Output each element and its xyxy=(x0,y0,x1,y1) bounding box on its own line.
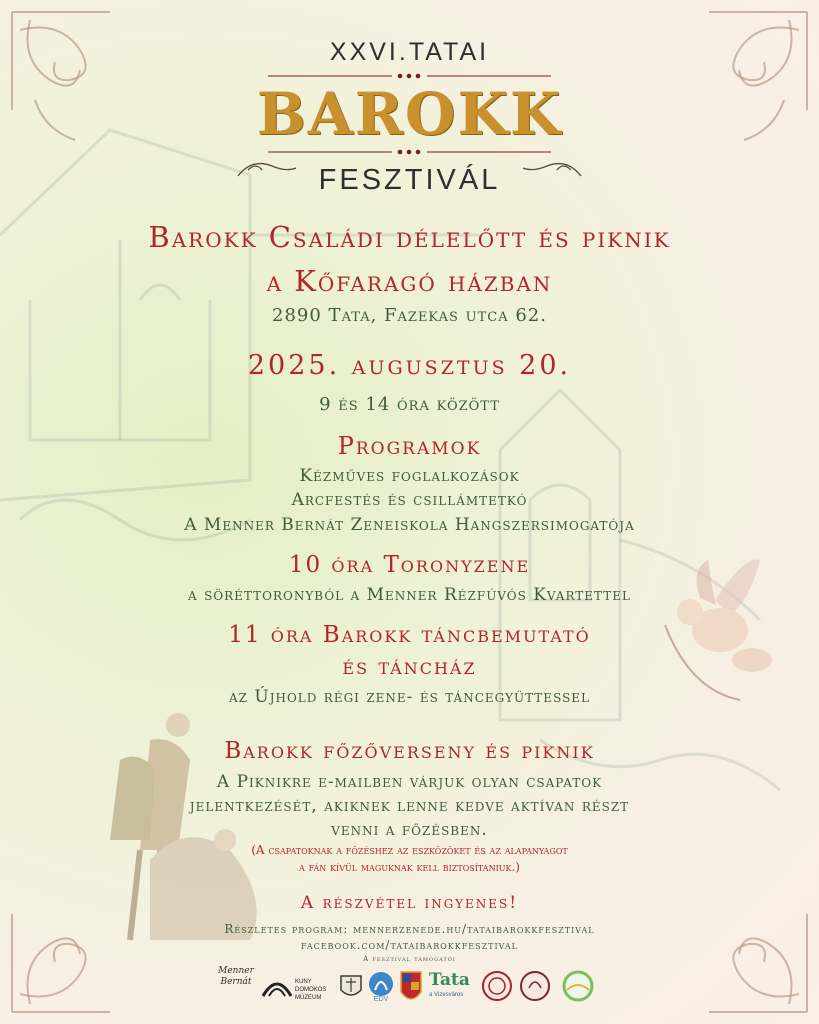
shield-logo-icon xyxy=(337,966,365,1008)
edu-logo-label: EDV xyxy=(373,996,389,1003)
cooking-text-line1: A Piknikre e-mailben várjuk olyan csapatok xyxy=(216,772,603,792)
event-time: 9 és 14 óra között xyxy=(319,394,500,415)
round-seal-icon-2 xyxy=(519,966,551,1008)
event-title-line2: a Kőfaragó házban xyxy=(266,264,553,298)
coat-of-arms-icon xyxy=(397,966,425,1008)
program-item: Kézműves foglalkozások xyxy=(299,466,520,486)
tata-logo-label: Tata xyxy=(429,970,470,990)
programs-heading: Programok xyxy=(337,432,482,460)
festival-title: BAROKK xyxy=(256,80,563,148)
cooking-note-line2: a fán kívül maguknak kell biztosítaniuk.) xyxy=(299,860,520,874)
program-item: Arcfestés és csillámtetkó xyxy=(291,490,528,510)
free-entry: A részvétel ingyenes! xyxy=(300,893,519,913)
cooking-text-line2: jelentkezését, akiknek lenne kedve aktívan részt xyxy=(189,796,630,816)
event-date: 2025. augusztus 20. xyxy=(247,350,572,381)
festival-edition: XXVI.TATAI xyxy=(329,38,490,66)
program-link[interactable]: Részletes program: mennerzenede.hu/tataibarokkfesztival xyxy=(224,922,595,936)
cooking-note-line1: (A csapatoknak a főzéshez az eszközöket és az alapanyagot xyxy=(251,843,568,857)
dance-desc: az Újhold régi zene- és táncegyüttessel xyxy=(228,687,591,707)
cooking-heading: Barokk főzőverseny és piknik xyxy=(224,738,595,764)
facebook-link[interactable]: facebook.com/tataibarokkfesztival xyxy=(301,938,518,952)
round-seal-icon xyxy=(481,966,513,1008)
festival-subtitle: FESZTIVÁL xyxy=(318,164,501,196)
dance-heading-line1: 11 óra Barokk táncbemutató xyxy=(228,622,591,648)
tower-heading: 10 óra Toronyzene xyxy=(288,552,531,578)
kuny-logo-icon xyxy=(261,966,293,1008)
dance-heading-line2: és táncház xyxy=(342,654,477,680)
tower-desc: a söréttoronyból a Menner Rézfúvós Kvartettel xyxy=(188,585,631,605)
event-address: 2890 Tata, Fazekas utca 62. xyxy=(272,305,547,326)
sponsor-logos xyxy=(215,966,605,1012)
tata-logo-sub: a Vizesváros xyxy=(429,992,464,998)
kuny-museum-label: KUNY DOMOKOS MÚZEUM xyxy=(295,979,327,1001)
event-title-line1: Barokk Családi délelőtt és piknik xyxy=(148,220,671,254)
supporters-label: A fesztivál támogatói xyxy=(363,955,456,963)
green-circle-logo-icon xyxy=(559,966,597,1008)
menner-logo: Menner Bernát xyxy=(218,966,254,987)
cooking-text-line3: venni a főzésben. xyxy=(331,820,488,840)
program-item: A Menner Bernát Zeneiskola Hangszersimogatója xyxy=(184,515,635,535)
